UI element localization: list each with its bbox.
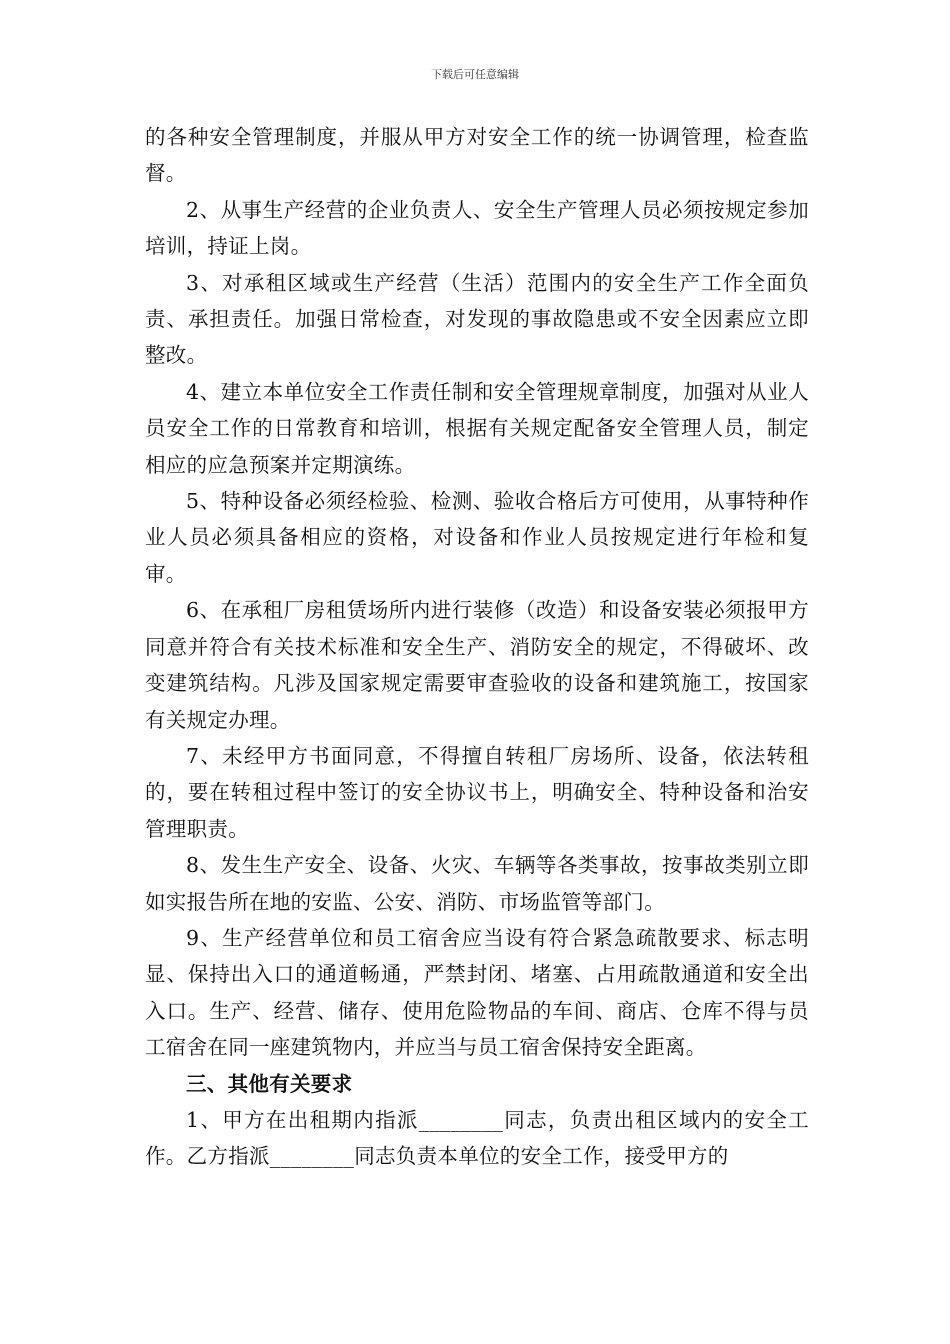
paragraph-item-6: 6、在承租厂房租赁场所内进行装修（改造）和设备安装必须报甲方同意并符合有关技术标准和安全生产、消防安全的规定，不得破坏、改变建筑结构。凡涉及国家规定需要审查验收的设备和建筑施工，按国家有关规定办理。 (145, 598, 809, 732)
paragraph-section3-item-1: 1、甲方在出租期内指派________同志，负责出租区域内的安全工作。乙方指派________同志负责本单位的安全工作，接受甲方的 (145, 1107, 809, 1169)
paragraph-item-9: 9、生产经营单位和员工宿舍应当设有符合紧急疏散要求、标志明显、保持出入口的通道畅通，严禁封闭、堵塞、占用疏散通道和安全出入口。生产、经营、储存、使用危险物品的车间、商店、仓库不得与员工宿舍在同一座建筑物内，并应当与员工宿舍保持安全距离。 (145, 925, 809, 1060)
page-header: 下载后可任意编辑 (431, 68, 519, 81)
paragraph-item-2: 2、从事生产经营的企业负责人、安全生产管理人员必须按规定参加培训，持证上岗。 (145, 197, 809, 259)
paragraph-item-3: 3、对承租区域或生产经营（生活）范围内的安全生产工作全面负责、承担责任。加强日常检查，对发现的事故隐患或不安全因素应立即整改。 (145, 270, 809, 368)
paragraph-item-7: 7、未经甲方书面同意，不得擅自转租厂房场所、设备，依法转租的，要在转租过程中签订的安全协议书上，明确安全、特种设备和治安管理职责。 (145, 743, 809, 841)
section-heading: 三、其他有关要求 (186, 1071, 353, 1096)
document-body (145, 119, 809, 1175)
paragraph-item-5: 5、特种设备必须经检验、检测、验收合格后方可使用，从事特种作业人员必须具备相应的资格，对设备和作业人员按规定进行年检和复审。 (145, 489, 809, 586)
paragraph-item-8: 8、发生生产安全、设备、火灾、车辆等各类事故，按事故类别立即如实报告所在地的安监、公安、消防、市场监管等部门。 (145, 853, 809, 914)
paragraph-continuation: 的各种安全管理制度，并服从甲方对安全工作的统一协调管理，检查监督。 (145, 125, 809, 186)
paragraph-item-4: 4、建立本单位安全工作责任制和安全管理规章制度，加强对从业人员安全工作的日常教育和培训，根据有关规定配备安全管理人员，制定相应的应急预案并定期演练。 (145, 379, 809, 477)
